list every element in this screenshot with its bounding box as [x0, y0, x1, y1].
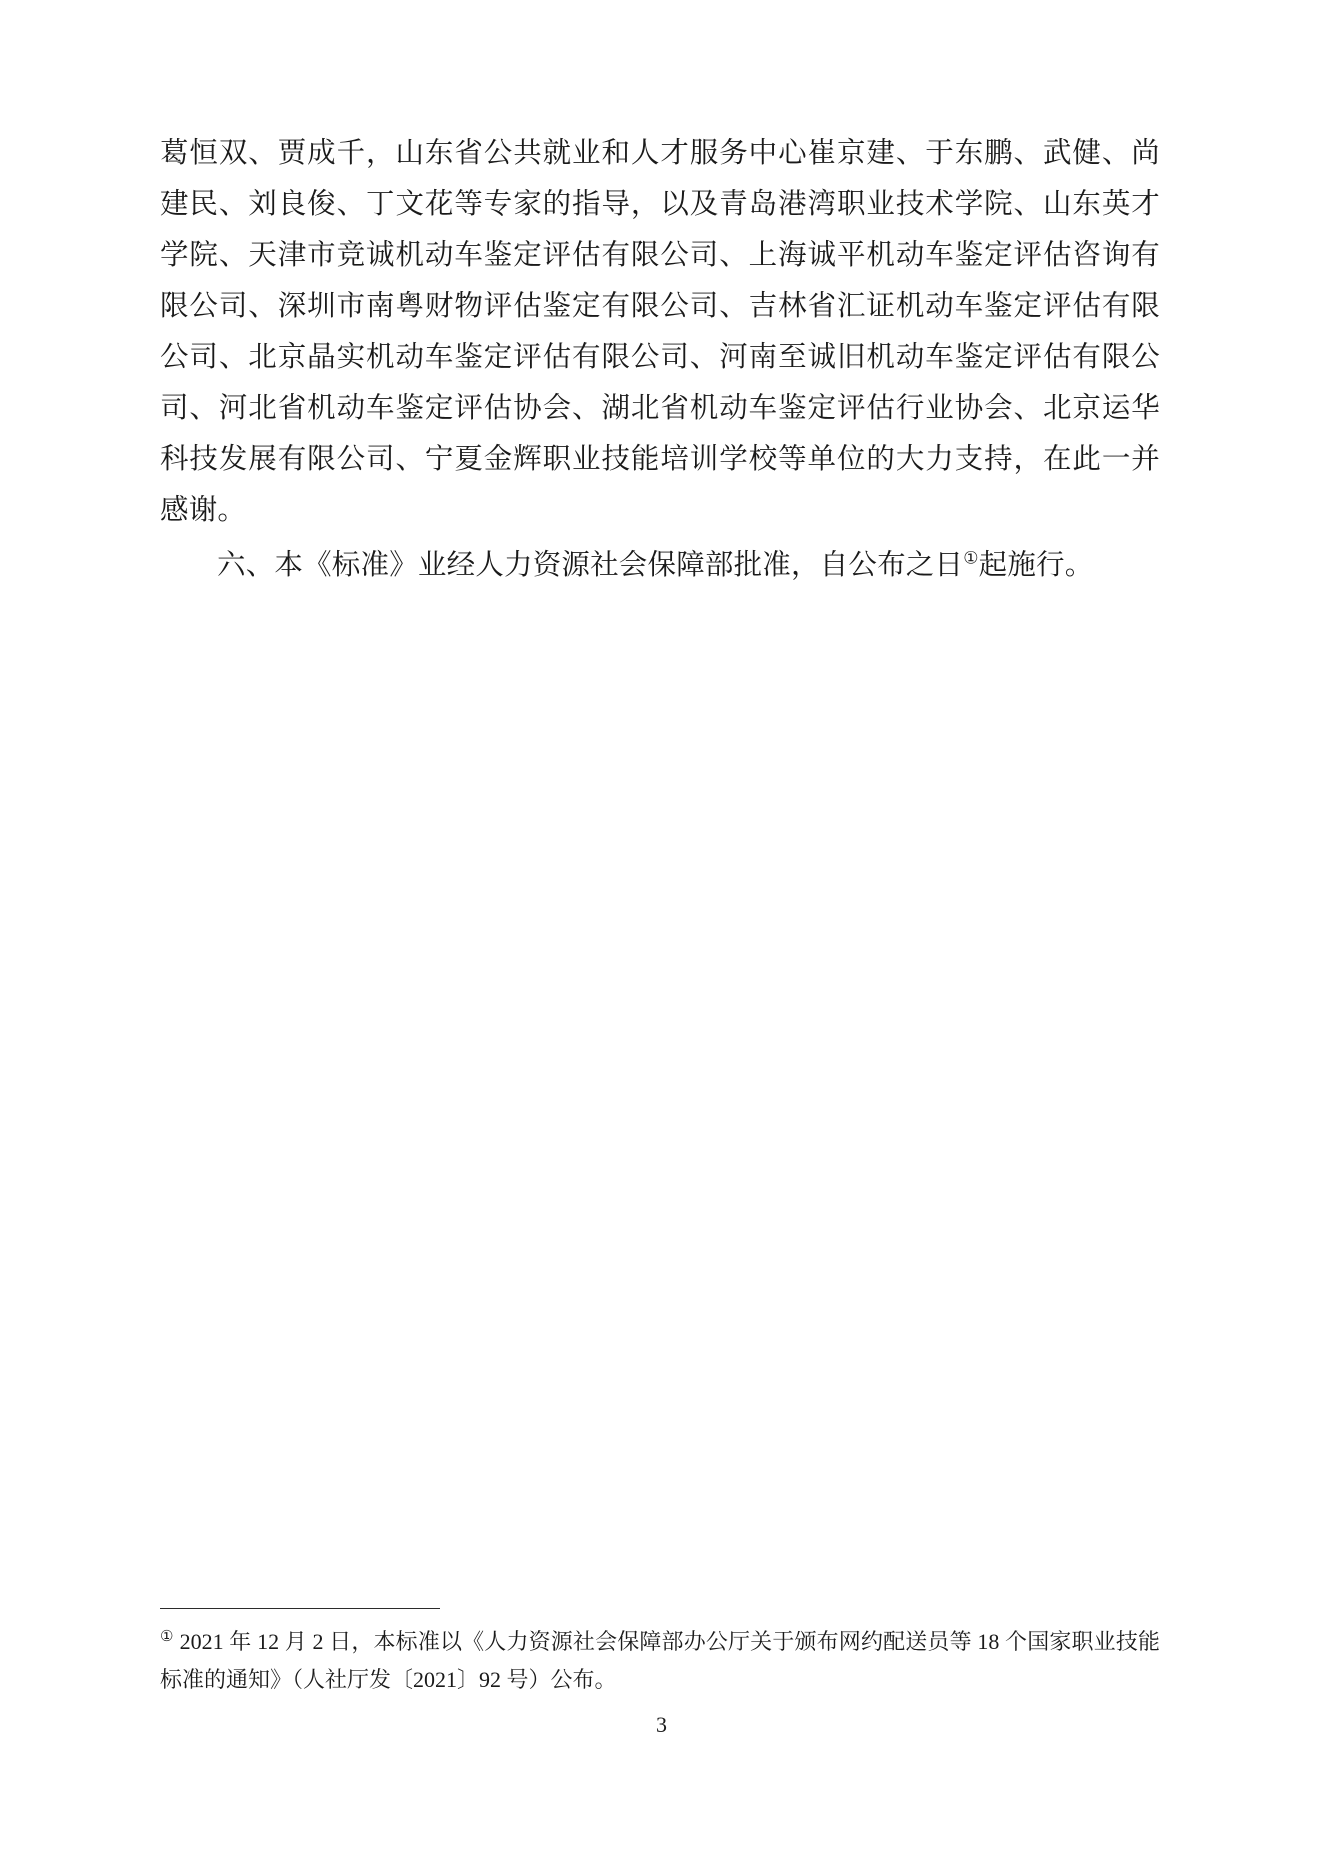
footnote-marker: ① [160, 1628, 174, 1645]
footnote-reference-marker: ① [963, 548, 979, 568]
item-six-text-before: 六、本《标准》业经人力资源社会保障部批准，自公布之日 [217, 550, 964, 581]
footnote-entry [160, 1623, 1160, 1699]
paragraph-item-six [160, 540, 1160, 591]
footnote-area [160, 1608, 1160, 1699]
page-number: 3 [656, 1712, 667, 1737]
page-content [160, 128, 1160, 591]
paragraph-acknowledgements: 葛恒双、贾成千，山东省公共就业和人才服务中心崔京建、于东鹏、武健、尚建民、刘良俊、丁文花等专家的指导，以及青岛港湾职业技术学院、山东英才学院、天津市竞诚机动车鉴定评估有限公司、上海诚平机动车鉴定评估咨询有限公司、深圳市南粤财物评估鉴定有限公司、吉林省汇证机动车鉴定评估有限公司、北京晶实机动车鉴定评估有限公司、河南至诚旧机动车鉴定评估有限公司、河北省机动车鉴定评估协会、湖北省机动车鉴定评估行业协会、北京运华科技发展有限公司、宁夏金辉职业技能培训学校等单位的大力支持，在此一并感谢。 [160, 138, 1160, 526]
item-six-text-after: 起施行。 [978, 550, 1094, 581]
footnote-separator-rule [160, 1608, 440, 1609]
footnote-body-text: 2021 年 12 月 2 日，本标准以《人力资源社会保障部办公厅关于颁布网约配送员等 18 个国家职业技能标准的通知》（人社厅发〔2021〕92 号）公布。 [160, 1629, 1160, 1692]
